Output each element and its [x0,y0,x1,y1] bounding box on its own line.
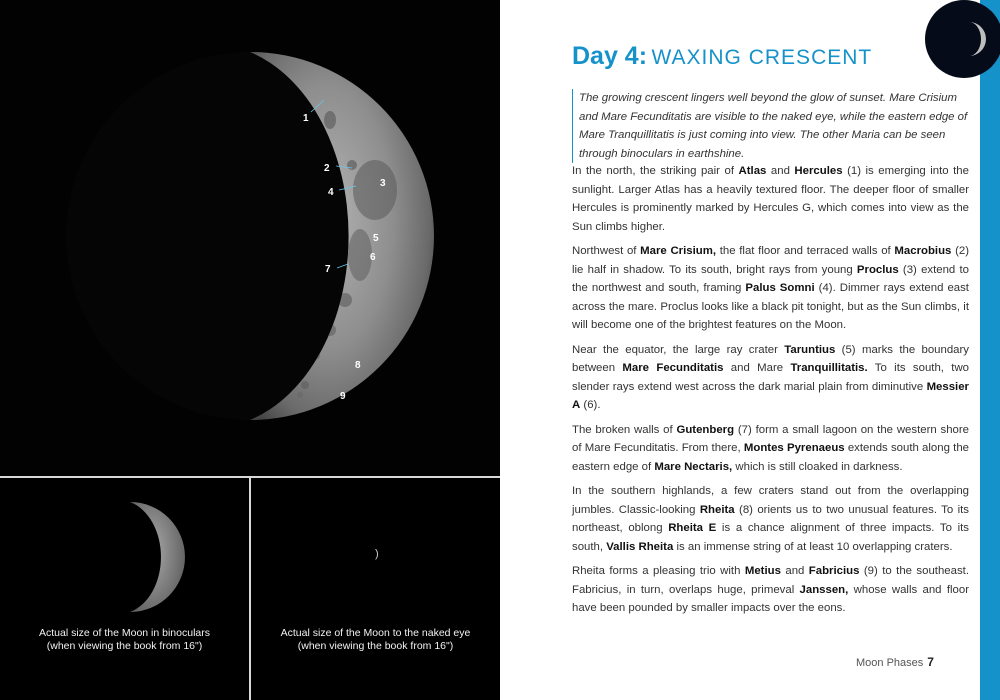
binocular-caption-line1: Actual size of the Moon in binoculars [38,627,210,639]
paragraph-rheita: In the southern highlands, a few craters stand out from the overlapping jumbles. Classic-looking Rheita (8) orients us to two unusual features. To its northeast, oblong Rheita E is a chance alignment of three impacts. To its south, Vallis Rheita is an immense string of at least 10 overlapping craters. [572,485,969,553]
naked-eye-view-panel [251,478,500,700]
footer-section-label: Moon Phases [856,657,924,669]
binocular-caption [0,627,249,653]
callout-4: 4 [328,187,334,198]
page-number: 7 [927,655,934,669]
title-phase: WAXING CRESCENT [651,46,873,69]
moon-crescent-naked-eye: ) [375,548,379,560]
callout-3: 3 [380,178,386,189]
moon-crescent-binocular [0,478,249,700]
callout-1: 1 [303,113,309,124]
callout-2: 2 [324,163,330,174]
intro-paragraph: The growing crescent lingers well beyond the glow of sunset. Mare Crisium and Mare Fecunditatis are visible to the naked eye, while the eastern edge of Mare Tranquillitatis is just coming into view. The other Maria can be seen through binoculars in earthshine. [572,89,968,163]
paragraph-macrobius: Northwest of Mare Crisium, the flat floor and terraced walls of Macrobius (2) lie half in shadow. To its south, bright rays from young Proclus (3) extend to the northwest and south, framing Palus Somni (4). Dimmer rays extend east across the mare. Proclus looks like a black pit tonight, but as the Sun climbs, it will become one of the brightest features on the Moon. [572,245,969,331]
paragraph-atlas-hercules: In the north, the striking pair of Atlas and Hercules (1) is emerging into the sunlight. Larger Atlas has a heavily textured floor. The deeper floor of smaller Hercules is prominently marked by Hercules G, which comes into view as the Sun climbs higher. [572,165,969,233]
naked-eye-caption-line1: Actual size of the Moon to the naked eye [280,627,471,639]
page-title [572,42,872,71]
body-text [572,162,969,624]
callout-5: 5 [373,233,379,244]
callout-9: 9 [340,391,346,402]
naked-eye-caption [251,627,500,653]
right-page [500,0,1000,700]
title-day: Day 4: [572,42,648,70]
moon-crescent-large [0,0,500,476]
callout-7: 7 [325,264,331,275]
callout-8: 8 [355,360,361,371]
callout-6: 6 [370,252,376,263]
paragraph-gutenberg: The broken walls of Gutenberg (7) form a small lagoon on the western shore of Mare Fecunditatis. From there, Montes Pyrenaeus extends south along the eastern edge of Mare Nectaris, which is still cloaked in darkness. [572,423,969,473]
crescent-moon-thumbnail-icon [925,0,1000,78]
binocular-caption-line2: (when viewing the book from 16") [46,640,203,652]
main-moon-photo [0,0,500,476]
binocular-view-panel [0,478,249,700]
page-footer [856,655,934,669]
paragraph-fabricius: Rheita forms a pleasing trio with Metius and Fabricius (9) to the southeast. Fabricius, in turn, overlaps huge, primeval Janssen, whose walls and floor have been pounded by smaller impacts over the eons. [572,565,969,614]
accent-side-bar [980,0,1000,700]
naked-eye-caption-line2: (when viewing the book from 16") [297,640,454,652]
paragraph-taruntius: Near the equator, the large ray crater Taruntius (5) marks the boundary between Mare Fecunditatis and Mare Tranquillitatis. To its south, two slender rays extend west across the dark marial plain from diminutive Messier A (6). [572,343,970,411]
